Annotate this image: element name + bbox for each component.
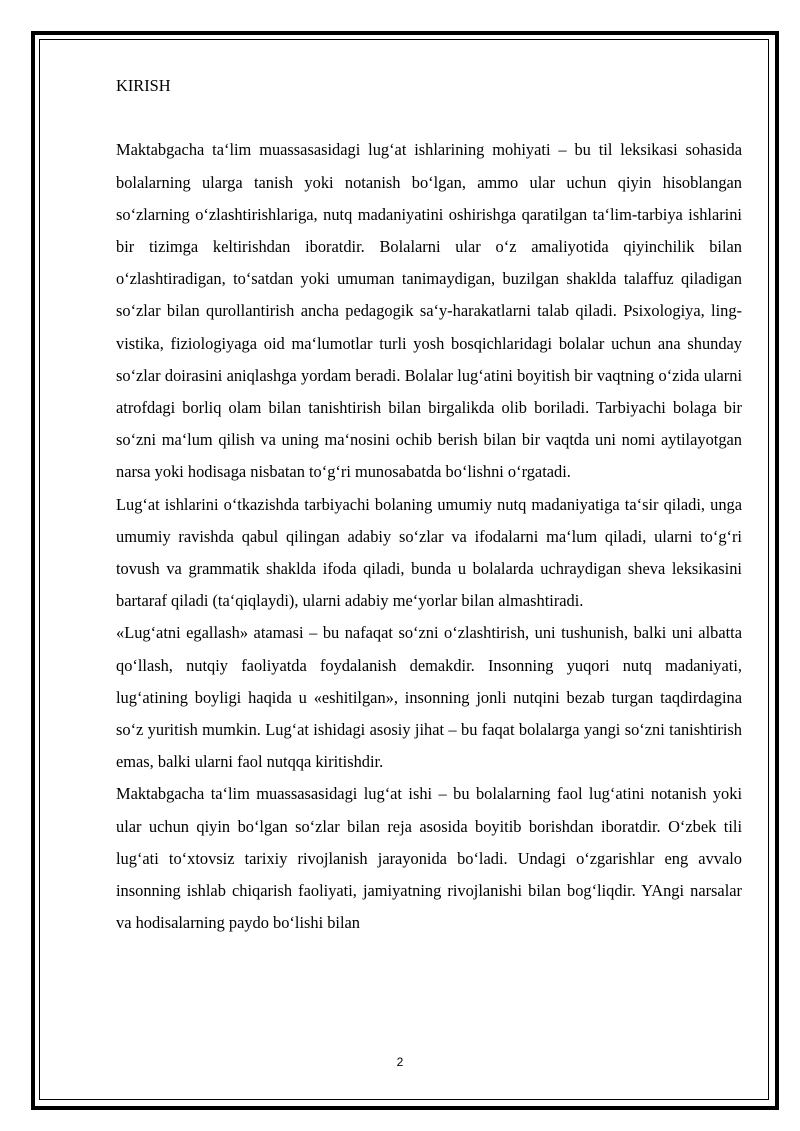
- paragraph-4: Maktabgacha taʻlim muassasasidagi lugʻat ishi – bu bolalarning faol lugʻatini notanish yoki ular uchun qiyin boʻlgan soʻzlar bilan reja asosida boyitib borishdan iboratdir. Oʻzbek tili lugʻati toʻxtovsiz tarixiy rivojlanish jarayonida boʻladi. Undagi oʻzgarishlar eng avvalo insonning ishlab chiqarish faoliyati, jamiyatning rivojlanishi bilan bogʻliqdir. YAngi narsalar va hodisalarning paydo boʻlishi bilan: [116, 784, 742, 933]
- paragraph-1: Maktabgacha taʻlim muassasasidagi lugʻat ishlarining mohiyati – bu til leksikasi sohasida bolalarning ularga tanish yoki notanish boʻlgan, ammo ular uchun qiyin hisoblangan soʻzlarning oʻzlashtirishlariga, nutq madaniyatini oshirishga qaratilgan taʻlim-tarbiya ishlarini bir tizimga keltirishdan iboratdir. Bolalarni ular oʻz amaliyotida qiyinchilik bilan oʻzlashtiradigan, toʻsatdan yoki umuman tanimaydigan, buzilgan shaklda talaffuz qiladigan soʻzlar bilan qurollantirish ancha pedagogik saʻy-harakatlarni talab qiladi. Psixologiya, ling-vistika, fiziologiyaga oid maʻlumotlar turli yosh bosqichlaridagi bolalar uchun ana shunday soʻzlar doirasini aniqlashga yordam beradi. Bolalar lugʻatini boyitish bir vaqtning oʻzida ularni atrofdagi borliq olam bilan tanishtirish bilan birgalikda olib boriladi. Tarbiyachi bolaga bir soʻzni maʻlum qilish va uning maʻnosini ochib berish bilan bir vaqtda uni nomi aytilayotgan narsa yoki hodisaga nisbatan toʻgʻri munosabatda boʻlishni oʻrgatadi.: [116, 140, 742, 482]
- paragraph-2: Lugʻat ishlarini oʻtkazishda tarbiyachi bolaning umumiy nutq madaniyatiga taʻsir qiladi, unga umumiy ravishda qabul qilingan adabiy soʻzlar va ifodalarni maʻlum qiladi, ularni toʻgʻri tovush va grammatik shaklda ifoda qiladi, bunda u bolalarda uchraydigan sheva leksikasini bartaraf qiladi (taʻqiqlaydi), ularni adabiy meʻyorlar bilan almashtiradi.: [116, 494, 742, 611]
- paragraph-3: «Lugʻatni egallash» atamasi – bu nafaqat soʻzni oʻzlashtirish, uni tushunish, balki uni albatta qoʻllash, nutqiy faoliyatda foydalanish demakdir. Insonning yuqori nutq madaniyati, lugʻatining boyligi haqida u «eshitilgan», insonning jonli nutqini bezab turgan taqdirdagina soʻz yuritish mumkin. Lugʻat ishidagi asosiy jihat – bu faqat bolalarga yangi soʻzni tanishtirish emas, balki ularni faol nutqqa kiritishdir.: [116, 623, 742, 772]
- document-body: [116, 70, 742, 939]
- section-heading: KIRISH: [116, 76, 171, 95]
- page-number: 2: [396, 1055, 404, 1069]
